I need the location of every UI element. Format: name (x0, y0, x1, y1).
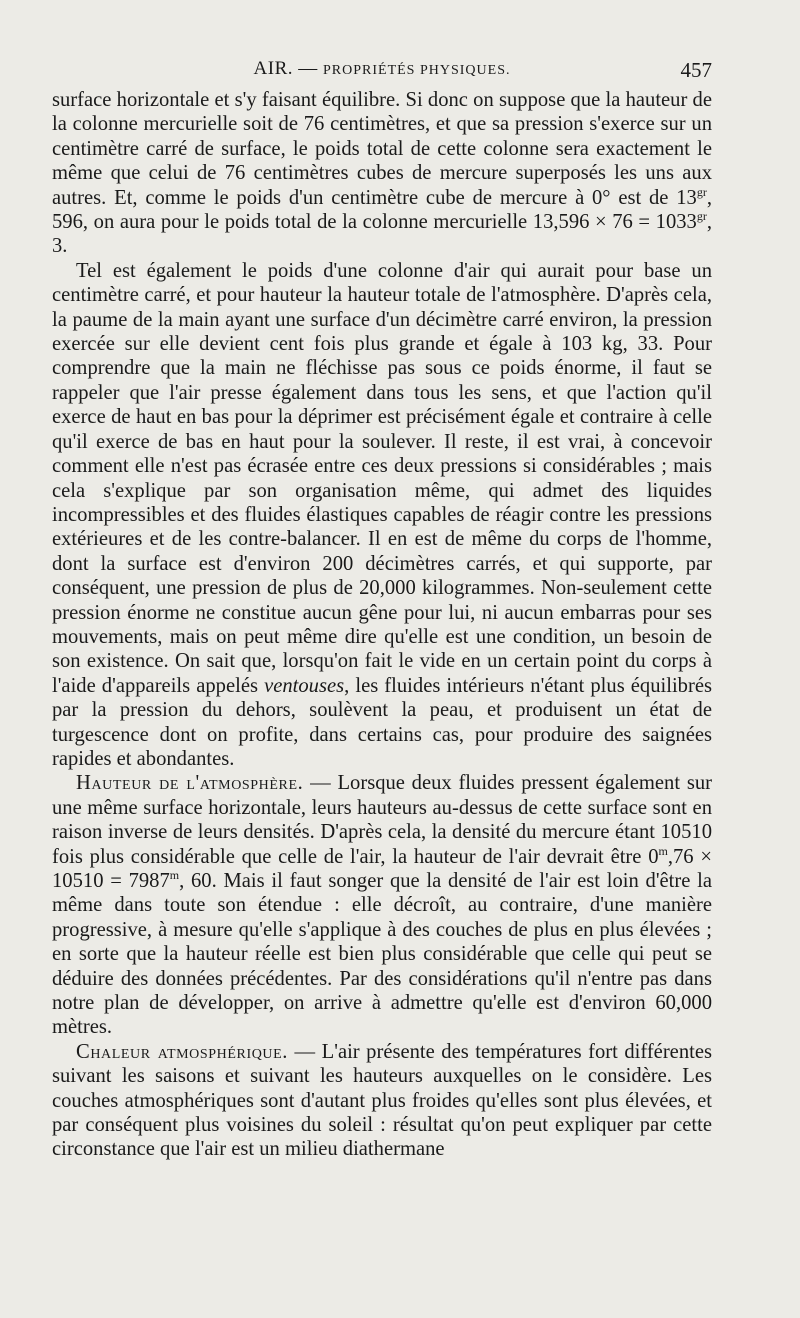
running-title-main: AIR. (253, 58, 293, 79)
paragraph-3 (52, 771, 712, 1039)
paragraph-3-text-b: ,76 × 10510 = 7987 (52, 845, 712, 892)
paragraph-3-text-c: , 60. Mais il faut songer que la densité de l'air est loin d'être la même dans toute son étendue : elle décroît, au contraire, d'une manière progressive, à mesure qu'elle s'applique à des couches de plus en plus élevées ; en sorte que la hauteur réelle est bien plus considérable que celle qui peut se déduire des données précédentes. Par des considérations qu'il n'entre pas dans notre plan de développer, on arrive à admettre qu'elle est d'environ 60,000 mètres. (52, 870, 712, 1039)
unit-gram-1: gr (696, 184, 707, 199)
paragraph-1-text-a: surface horizontale et s'y faisant équilibre. Si donc on suppose que la hauteur de la colonne mercurielle soit de 76 centimètres, et que sa pression s'exerce sur un centimètre carré de surface, le poids total de cette colonne sera exactement le même que celui de 76 centimètres cubes de mercure superposés les uns aux autres. Et, comme le poids d'un centimètre cube de mercure à 0° est de 13 (52, 89, 712, 209)
page-number: 457 (680, 58, 712, 82)
unit-meter-2: m (169, 868, 180, 882)
unit-gram-2: gr (696, 209, 707, 224)
running-title (52, 58, 712, 80)
section-heading-chaleur: Chaleur atmosphérique. (76, 1040, 289, 1063)
running-header (52, 58, 712, 86)
section-heading-hauteur: Hauteur de l'atmosphère. (76, 772, 304, 795)
paragraph-1-text-b: , 596, on aura pour le poids total de la colonne mercurielle 13,596 × 76 = 1033 (52, 186, 712, 234)
italic-term-ventouses: ventouses (264, 674, 345, 697)
paragraph-2-text-b: , les fluides intérieurs n'étant plus équilibrés par la pression du dehors, soulèvent la peau, et produisent un état de turgescence dont on profite, dans certains cas, pour produire des saignées rapides et abondantes. (52, 674, 712, 770)
paragraph-4-text-a: — L'air présente des températures fort différentes suivant les saisons et suivant les hauteurs auxquelles on le considère. Les couches atmosphériques sont d'autant plus froides qu'elles sont plus élevées, et par conséquent plus voisines du soleil : résultat qu'on peut expliquer par cette circonstance que l'air est un milieu diathermane (52, 1040, 712, 1161)
unit-meter-1: m (658, 843, 668, 858)
paragraph-4 (52, 1040, 712, 1162)
paragraph-2 (52, 259, 712, 772)
running-title-dash: — (298, 58, 318, 79)
paragraph-1 (52, 88, 712, 259)
running-title-sub: PROPRIÉTÉS PHYSIQUES. (323, 63, 511, 78)
page-body (52, 88, 712, 1162)
paragraph-1-text-c: , 3. (52, 211, 712, 258)
paragraph-3-text-a: — Lorsque deux fluides pressent également sur une même surface horizontale, leurs hauteurs au-dessus de cette surface sont en raison inverse de leurs densités. D'après cela, la densité du mercure étant 10510 fois plus considérable que celle de l'air, la hauteur de l'air devrait être 0 (52, 772, 712, 868)
paragraph-2-text-a: Tel est également le poids d'une colonne d'air qui aurait pour base un centimètre carré, et pour hauteur la hauteur totale de l'atmosphère. D'après cela, la paume de la main ayant une surface d'un décimètre carré environ, la pression exercée sur elle devient cent fois plus grande et égale à 103 kg, 33. Pour comprendre que la main ne fléchisse pas sous ce poids énorme, il faut se rappeler que l'air presse également dans tous les sens, et que l'action qu'il exerce de haut en bas pour la déprimer est précisément égale et contraire à celle qu'il exerce de bas en haut pour la soulever. Il reste, il est vrai, à concevoir comment elle n'est pas écrasée entre ces deux pressions si considérables ; mais cela s'explique par son organisation même, qui admet des liquides incompressibles et des fluides élastiques capables de réagir contre les pressions extérieures et de les contre-balancer. Il en est de même du corps de l'homme, dont la surface est d'environ 200 décimètres carrés, et qui supporte, par conséquent, une pression de plus de 20,000 kilogrammes. Non-seulement cette pression énorme ne constitue aucun gêne pour lui, ni aucun embarras pour ses mouvements, mais on peut même dire qu'elle est une condition, un besoin de son existence. On sait que, lorsqu'on fait le vide en un certain point du corps à l'aide d'appareils appelés (52, 259, 712, 697)
